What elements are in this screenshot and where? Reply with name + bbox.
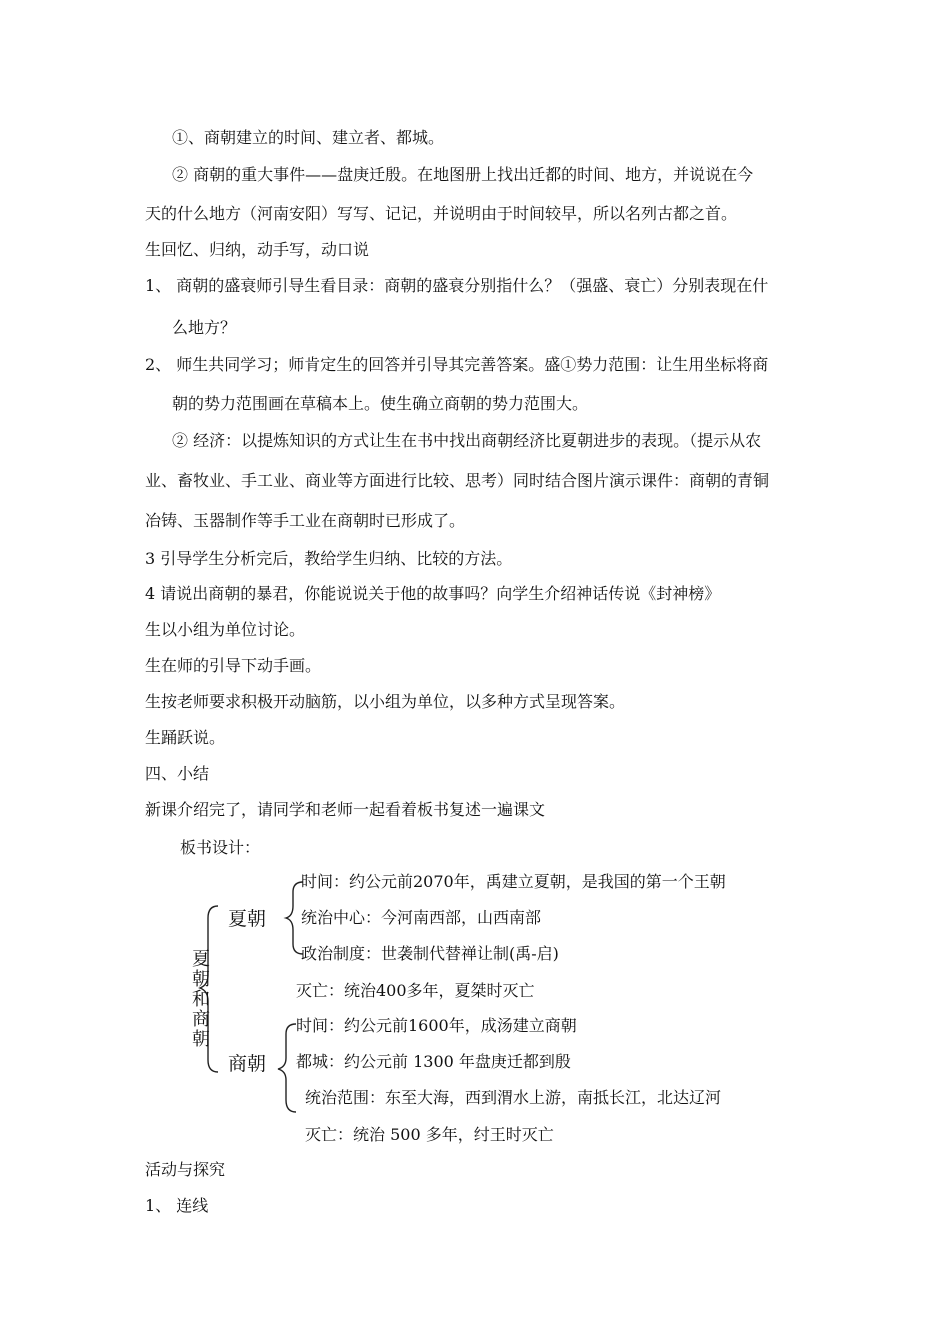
activity-heading: 活动与探究 bbox=[145, 1160, 226, 1179]
xia-label: 夏朝 bbox=[228, 908, 267, 930]
paragraph-16: 生按老师要求积极开动脑筋，以小组为单位，以多种方式呈现答案。 bbox=[145, 692, 626, 711]
paragraph-18: 新课介绍完了，请同学和老师一起看着板书复述一遍课文 bbox=[145, 800, 546, 819]
paragraph-3: 天的什么地方（河南安阳）写写、记记，并说明由于时间较早，所以名列古都之首。 bbox=[145, 204, 738, 223]
shang-item-capital: 都城：约公元前 1300 年盘庚迁都到殷 bbox=[296, 1052, 571, 1071]
xia-item-center: 统治中心：今河南西部，山西南部 bbox=[301, 908, 542, 927]
section-heading-summary: 四、小结 bbox=[145, 764, 210, 783]
xia-item-fall: 灭亡：统治400多年，夏桀时灭亡 bbox=[296, 981, 535, 1000]
paragraph-17: 生踊跃说。 bbox=[145, 728, 226, 747]
paragraph-7: 2、 师生共同学习；师肯定生的回答并引导其完善答案。盛①势力范围：让生用坐标将商 bbox=[145, 355, 769, 374]
shang-item-time: 时间：约公元前1600年，成汤建立商朝 bbox=[296, 1016, 577, 1035]
paragraph-14: 生以小组为单位讨论。 bbox=[145, 620, 306, 639]
paragraph-12: 3 引导学生分析完后，教给学生归纳、比较的方法。 bbox=[145, 549, 513, 568]
shang-brace bbox=[278, 1024, 296, 1112]
paragraph-8: 朝的势力范围画在草稿本上。使生确立商朝的势力范围大。 bbox=[172, 394, 589, 413]
paragraph-11: 冶铸、玉器制作等手工业在商朝时已形成了。 bbox=[145, 511, 466, 530]
paragraph-1: ①、商朝建立的时间、建立者、都城。 bbox=[172, 128, 445, 147]
shang-label: 商朝 bbox=[228, 1053, 267, 1075]
shang-item-fall: 灭亡：统治 500 多年，纣王时灭亡 bbox=[305, 1125, 554, 1144]
shang-item-territory: 统治范围：东至大海，西到渭水上游，南抵长江，北达辽河 bbox=[305, 1088, 722, 1107]
paragraph-13: 4 请说出商朝的暴君，你能说说关于他的故事吗？向学生介绍神话传说《封神榜》 bbox=[145, 584, 721, 603]
board-design-label: 板书设计： bbox=[180, 838, 261, 857]
paragraph-15: 生在师的引导下动手画。 bbox=[145, 656, 322, 675]
xia-item-time: 时间：约公元前2070年，禹建立夏朝，是我国的第一个王朝 bbox=[301, 872, 726, 891]
paragraph-4: 生回忆、归纳，动手写，动口说 bbox=[145, 240, 370, 259]
paragraph-5: 1、 商朝的盛衰师引导生看目录：商朝的盛衰分别指什么？（强盛、衰亡）分别表现在什 bbox=[145, 276, 769, 295]
paragraph-2: ② 商朝的重大事件——盘庚迁殷。在地图册上找出迁都的时间、地方，并说说在今 bbox=[172, 165, 754, 184]
paragraph-10: 业、畜牧业、手工业、商业等方面进行比较、思考）同时结合图片演示课件：商朝的青铜 bbox=[145, 471, 770, 490]
activity-item-1: 1、 连线 bbox=[145, 1196, 209, 1215]
xia-item-politics: 政治制度：世袭制代替禅让制(禹-启) bbox=[301, 944, 559, 963]
paragraph-6: 么地方？ bbox=[172, 318, 237, 337]
paragraph-9: ② 经济：以提炼知识的方式让生在书中找出商朝经济比夏朝进步的表现。（提示从农 bbox=[172, 431, 762, 450]
board-main-title: 夏 朝 和 商 朝 bbox=[192, 949, 210, 1050]
